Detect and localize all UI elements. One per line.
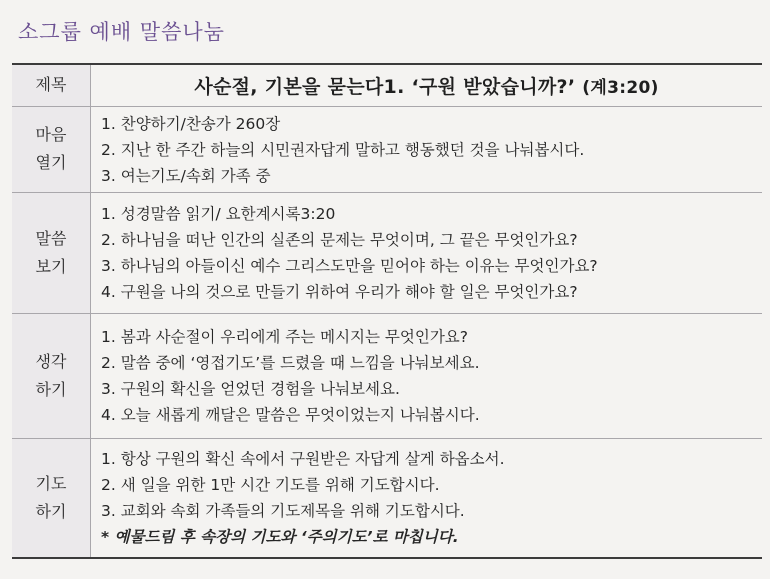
content-line: 2. 지난 한 주간 하늘의 시민권자답게 말하고 행동했던 것을 나눠봅시다. <box>101 140 585 159</box>
scripture-reference: (계3:20) <box>582 77 659 98</box>
section-row-think <box>12 313 762 438</box>
content-line: 1. 봄과 사순절이 우리에게 주는 메시지는 무엇인가요? <box>101 328 469 346</box>
section-label <box>12 192 91 313</box>
section-content <box>91 192 763 313</box>
worship-table <box>12 63 762 559</box>
content-line: 3. 구원의 확신을 얻었던 경험을 나눠보세요. <box>101 380 400 398</box>
content-line: 1. 성경말씀 읽기/ 요한계시록3:20 <box>101 205 336 223</box>
section-label-line2: 열기 <box>35 153 67 172</box>
section-row-pray <box>12 438 762 558</box>
content-line: 1. 찬양하기/찬송가 260장 <box>101 114 281 133</box>
section-row-word <box>12 192 762 313</box>
section-content <box>91 106 763 192</box>
section-label-line1: 마음 <box>35 125 67 144</box>
content-line: 4. 오늘 새롭게 깨달은 말씀은 무엇이었는지 나눠봅시다. <box>101 406 480 424</box>
page-header: 소그룹 예배 말씀나눔 <box>18 20 225 44</box>
content-line: 2. 말씀 중에 ‘영접기도’를 드렸을 때 느낌을 나눠보세요. <box>101 354 480 372</box>
title-label: 제목 <box>12 64 91 106</box>
section-label <box>12 106 91 192</box>
sermon-title: 사순절, 기본을 묻는다1. ‘구원 받았습니까?’ <box>194 75 576 98</box>
section-label-line2: 보기 <box>35 256 67 276</box>
section-label-line1: 기도 <box>35 473 67 493</box>
section-label-line2: 하기 <box>35 501 67 521</box>
section-label-line1: 말씀 <box>35 228 67 248</box>
content-line: 3. 여는기도/속회 가족 중 <box>101 166 271 185</box>
content-line: 3. 교회와 속회 가족들의 기도제목을 위해 기도합시다. <box>101 502 465 521</box>
content-line: 3. 하나님의 아들이신 예수 그리스도만을 믿어야 하는 이유는 무엇인가요? <box>101 257 598 275</box>
section-content <box>91 438 763 558</box>
title-cell <box>91 64 763 106</box>
section-content <box>91 313 763 438</box>
closing-note: * 예물드림 후 속장의 기도와 ‘주의기도’로 마칩니다. <box>101 528 459 547</box>
content-line: 2. 새 일을 위한 1만 시간 기도를 위해 기도합시다. <box>101 476 440 495</box>
section-label-line2: 하기 <box>35 379 67 399</box>
content-line: 1. 항상 구원의 확신 속에서 구원받은 자답게 살게 하옵소서. <box>101 450 505 469</box>
title-row <box>12 64 762 106</box>
section-row-open <box>12 106 762 192</box>
section-label <box>12 438 91 558</box>
section-label <box>12 313 91 438</box>
section-label-line1: 생각 <box>35 351 67 371</box>
content-line: 4. 구원을 나의 것으로 만들기 위하여 우리가 해야 할 일은 무엇인가요? <box>101 283 578 301</box>
content-line: 2. 하나님을 떠난 인간의 실존의 문제는 무엇이며, 그 끝은 무엇인가요? <box>101 231 578 249</box>
